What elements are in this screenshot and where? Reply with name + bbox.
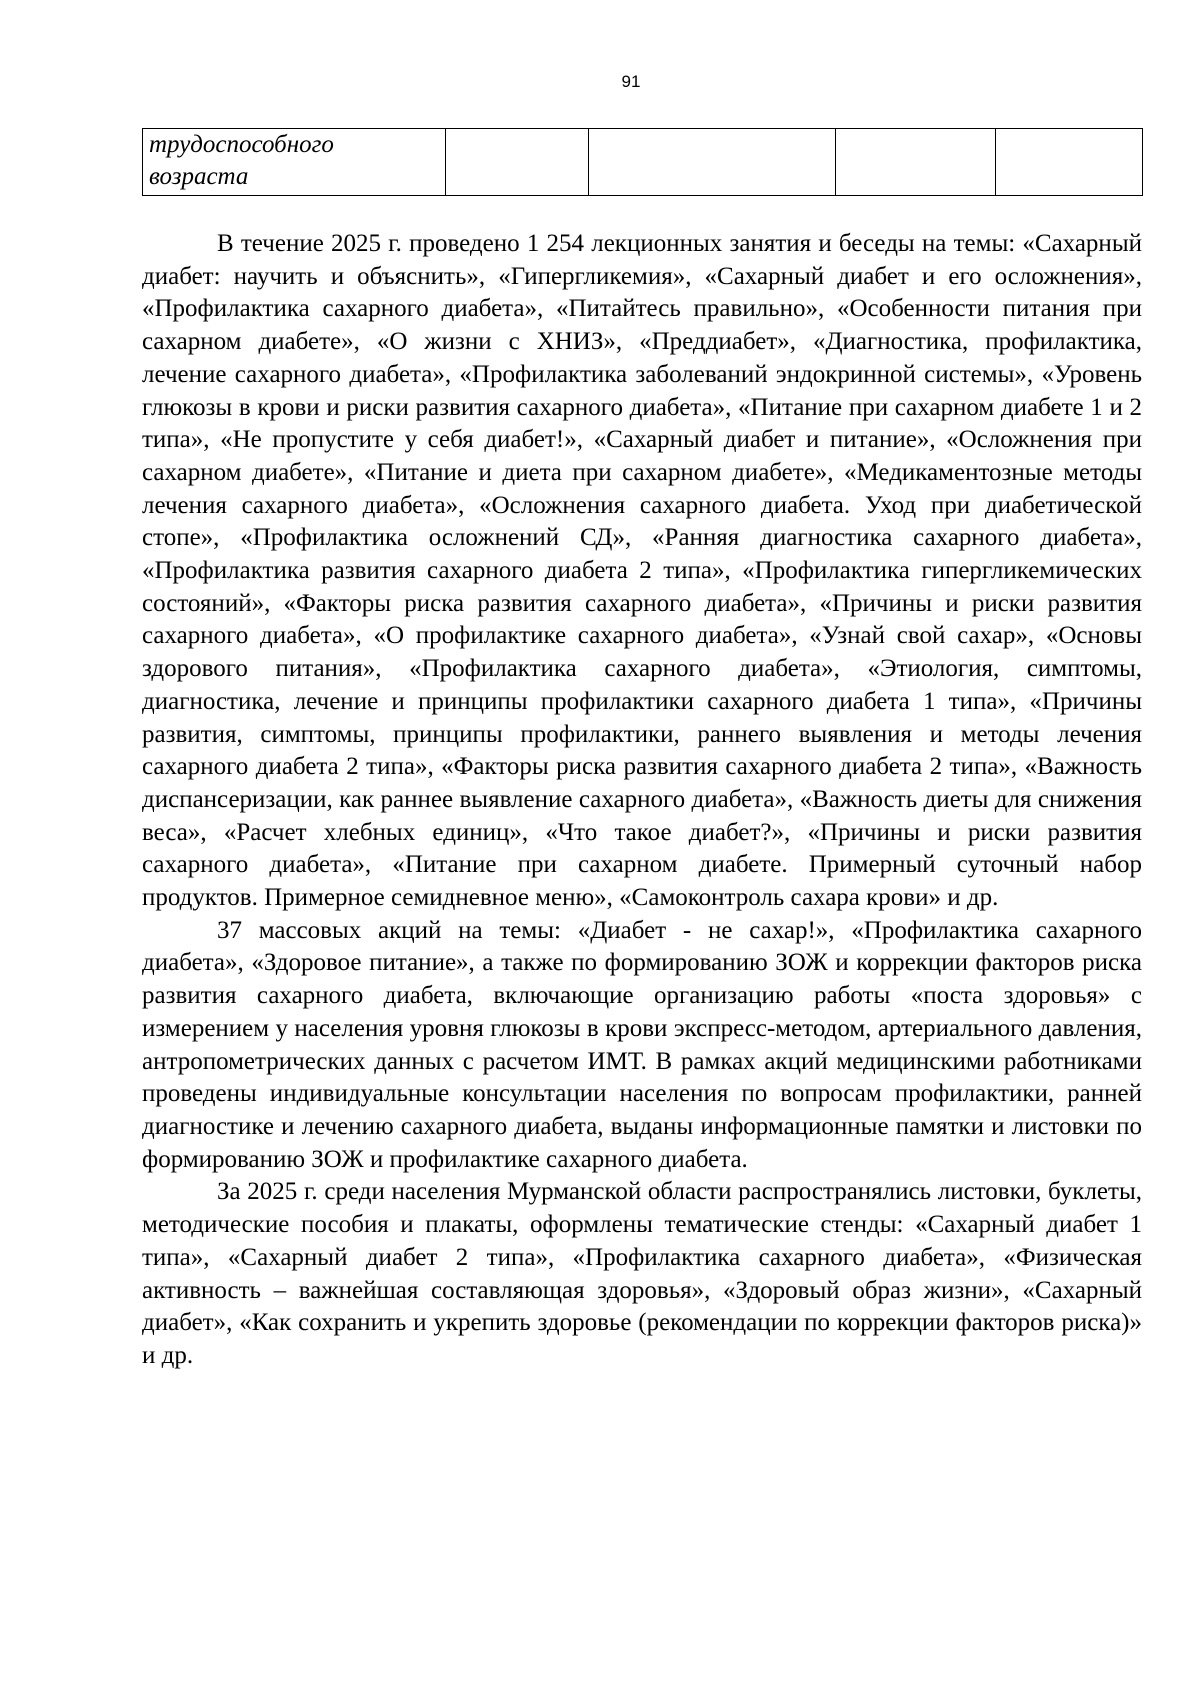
paragraph-materials: За 2025 г. среди населения Мурманской области распространялись листовки, буклеты, методические пособия и плакаты, оформлены тематические стенды: «Сахарный диабет 1 типа», «Сахарный диабет 2 типа», «Профилактика сахарного диабета», «Физическая активность – важнейшая составляющая здоровья», «Здоровый образ жизни», «Сахарный диабет», «Как сохранить и укрепить здоровье (рекомендации по коррекции факторов риска)» и др. (142, 1178, 1142, 1369)
table-cell-category: трудоспособного возраста (143, 129, 446, 196)
body-text (142, 228, 1142, 1373)
table-row (143, 129, 1143, 196)
paragraph-lectures: В течение 2025 г. проведено 1 254 лекционных занятия и беседы на темы: «Сахарный диабет: научить и объяснить», «Гипергликемия», «Сахарный диабет и его осложнения», «Профилактика сахарного диабета», «Питайтесь правильно», «Особенности питания при сахарном диабете», «О жизни с ХНИЗ», «Преддиабет», «Диагностика, профилактика, лечение сахарного диабета», «Профилактика заболеваний эндокринной системы», «Уровень глюкозы в крови и риски развития сахарного диабета», «Питание при сахарном диабете 1 и 2 типа», «Не пропустите у себя диабет!», «Сахарный диабет и питание», «Осложнения при сахарном диабете», «Питание и диета при сахарном диабете», «Медикаментозные методы лечения сахарного диабета», «Осложнения сахарного диабета. Уход при диабетической стопе», «Профилактика осложнений СД», «Ранняя диагностика сахарного диабета», «Профилактика развития сахарного диабета 2 типа», «Профилактика гипергликемических состояний», «Факторы риска развития сахарного диабета», «Причины и риски развития сахарного диабета», «О профилактике сахарного диабета», «Узнай свой сахар», «Основы здорового питания», «Профилактика сахарного диабета», «Этиология, симптомы, диагностика, лечение и принципы профилактики сахарного диабета 1 типа», «Причины развития, симптомы, принципы профилактики, раннего выявления и методы лечения сахарного диабета 2 типа», «Факторы риска развития сахарного диабета 2 типа», «Важность диспансеризации, как раннее выявление сахарного диабета», «Важность диеты для снижения веса», «Расчет хлебных единиц», «Что такое диабет?», «Причины и риски развития сахарного диабета», «Питание при сахарном диабете. Примерный суточный набор продуктов. Примерное семидневное меню», «Самоконтроль сахара крови» и др. (142, 230, 1142, 912)
continued-table (142, 128, 1143, 196)
table-cell-empty (996, 129, 1143, 196)
table-cell-empty (446, 129, 589, 196)
table-cell-empty (589, 129, 836, 196)
paragraph-mass-actions: 37 массовых акций на темы: «Диабет - не сахар!», «Профилактика сахарного диабета», «Здоровое питание», а также по формированию ЗОЖ и коррекции факторов риска развития сахарного диабета, включающие организацию работы «поста здоровья» с измерением у населения уровня глюкозы в крови экспресс-методом, артериального давления, антропометрических данных с расчетом ИМТ. В рамках акций медицинскими работниками проведены индивидуальные консультации населения по вопросам профилактики, ранней диагностике и лечению сахарного диабета, выданы информационные памятки и листовки по формированию ЗОЖ и профилактике сахарного диабета. (142, 916, 1142, 1173)
table-cell-empty (836, 129, 996, 196)
page-number: 91 (621, 72, 641, 91)
